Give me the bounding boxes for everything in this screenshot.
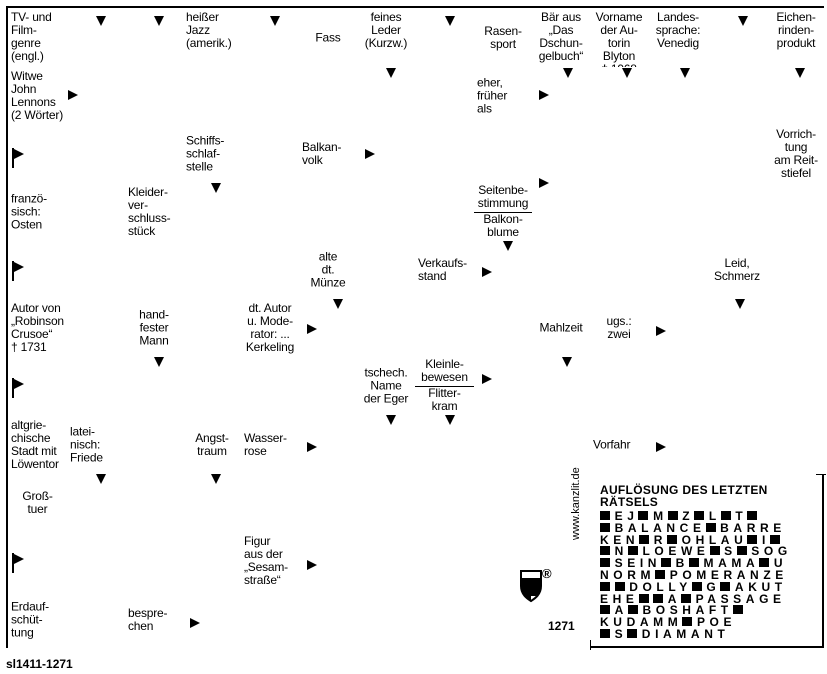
solution-row: EJ M Z L T <box>600 510 762 522</box>
clue-cell <box>590 415 649 475</box>
clue-text-top: Seitenbe- stimmung <box>477 183 529 210</box>
clue-cell <box>474 67 533 126</box>
solution-block <box>733 605 743 614</box>
solution-row: A BOSHAFT <box>600 604 747 616</box>
answer-cell[interactable] <box>766 357 826 416</box>
answer-cell[interactable] <box>67 299 126 358</box>
clue-cell <box>183 125 242 184</box>
answer-cell[interactable] <box>67 590 126 650</box>
solution-block <box>628 546 638 555</box>
arrow-down-icon <box>154 357 164 367</box>
solution-row: KUDAMM POE <box>600 615 737 630</box>
solution-block <box>710 546 720 555</box>
clue-cell <box>8 183 68 242</box>
clue-text: Eichen- rinden- produkt <box>776 10 816 50</box>
answer-cell[interactable] <box>590 183 649 242</box>
solution-block <box>627 629 637 638</box>
clue-cell <box>241 415 300 475</box>
clue-text: Vorname der Au- torin Blyton <box>595 10 643 63</box>
answer-cell[interactable] <box>67 532 126 591</box>
answer-cell[interactable] <box>474 299 533 358</box>
arrow-down-icon <box>154 16 164 26</box>
clue-text: Verkaufs- stand <box>418 256 467 283</box>
puzzle-number: 1271 <box>548 619 575 633</box>
clue-text: Landes- sprache: Venedig <box>655 10 701 50</box>
answer-cell[interactable] <box>532 474 591 533</box>
answer-cell[interactable] <box>299 357 358 416</box>
answer-cell[interactable] <box>357 590 416 650</box>
answer-cell[interactable] <box>648 67 709 126</box>
answer-cell[interactable] <box>708 183 767 242</box>
solution-block <box>720 582 730 591</box>
arrow-down-icon <box>563 68 573 78</box>
answer-cell[interactable] <box>299 67 358 126</box>
answer-cell[interactable] <box>357 474 416 533</box>
clue-cell <box>648 8 709 68</box>
corner-arrow-icon <box>12 378 25 398</box>
clue-text: Leid, Schmerz <box>714 256 760 283</box>
clue-text: heißer Jazz (amerik.) <box>186 10 232 50</box>
answer-cell[interactable] <box>241 590 300 650</box>
answer-cell[interactable] <box>357 183 416 242</box>
solution-block <box>600 582 610 591</box>
clue-text: bespre- chen <box>128 606 168 633</box>
website-url: www.kanzlit.de <box>570 467 582 540</box>
clue-text: Witwe John Lennons (2 Wörter) <box>11 69 64 122</box>
arrow-right-icon <box>539 90 549 100</box>
arrow-down-icon <box>680 68 690 78</box>
answer-cell[interactable] <box>357 299 416 358</box>
answer-cell[interactable] <box>299 590 358 650</box>
solution-block <box>747 535 757 544</box>
clue-cell <box>474 183 533 242</box>
answer-cell[interactable] <box>590 241 649 300</box>
answer-cell[interactable] <box>708 67 767 126</box>
clue-text: dt. Autor u. Mode- rator: ... Kerkeling <box>245 301 295 354</box>
arrow-down-icon <box>622 68 632 78</box>
answer-cell[interactable] <box>183 357 242 416</box>
clue-cell <box>299 241 358 300</box>
answer-cell[interactable] <box>241 474 300 533</box>
solution-block <box>600 546 610 555</box>
clue-cell <box>125 590 184 650</box>
clue-text: hand- fester Mann <box>139 307 169 348</box>
answer-cell[interactable] <box>241 183 300 242</box>
answer-cell[interactable] <box>474 357 533 416</box>
clue-text: eher, früher als <box>477 75 508 116</box>
answer-cell[interactable] <box>125 415 184 475</box>
answer-cell[interactable] <box>415 183 475 242</box>
arrow-right-icon <box>307 560 317 570</box>
arrow-down-icon <box>562 357 572 367</box>
answer-cell[interactable] <box>299 474 358 533</box>
clue-cell <box>183 8 242 68</box>
answer-cell[interactable] <box>415 299 475 358</box>
answer-cell[interactable] <box>708 357 767 416</box>
answer-cell[interactable] <box>183 532 242 591</box>
solution-row: BALANCE BARRE <box>600 522 786 534</box>
answer-cell[interactable] <box>67 241 126 300</box>
solution-block <box>600 523 610 532</box>
clue-cell <box>67 415 126 475</box>
answer-cell[interactable] <box>67 357 126 416</box>
solution-block <box>681 594 691 603</box>
solution-row: SEIN B MAMA U <box>600 557 787 569</box>
clue-text: tschech. Name der Eger <box>363 365 409 406</box>
clue-cell <box>125 299 184 358</box>
answer-cell[interactable] <box>183 67 242 126</box>
answer-cell[interactable] <box>532 125 591 184</box>
arrow-down-icon <box>333 299 343 309</box>
solution-block <box>600 558 610 567</box>
clue-text: alte dt. Münze <box>310 249 346 290</box>
answer-cell[interactable] <box>590 67 649 126</box>
solution-block <box>615 582 625 591</box>
arrow-right-icon <box>656 442 666 452</box>
arrow-down-icon <box>96 16 106 26</box>
clue-cell <box>766 8 826 68</box>
answer-cell[interactable] <box>474 125 533 184</box>
solution-block <box>759 558 769 567</box>
answer-cell[interactable] <box>415 474 475 533</box>
answer-cell[interactable] <box>415 532 475 591</box>
arrow-right-icon <box>68 90 78 100</box>
solution-block <box>737 546 747 555</box>
arrow-down-icon <box>211 183 221 193</box>
answer-cell[interactable] <box>125 125 184 184</box>
answer-cell[interactable] <box>648 241 709 300</box>
arrow-down-icon <box>386 68 396 78</box>
solution-block <box>600 511 610 520</box>
clue-cell <box>415 357 475 416</box>
clue-text: Figur aus der „Sesam- straße“ <box>244 534 288 587</box>
answer-cell[interactable] <box>241 241 300 300</box>
clue-cell <box>241 532 300 591</box>
clue-cell <box>532 299 591 358</box>
arrow-right-icon <box>656 326 666 336</box>
answer-cell[interactable] <box>357 241 416 300</box>
solution-block <box>706 523 716 532</box>
arrow-right-icon <box>482 374 492 384</box>
answer-cell[interactable] <box>532 183 591 242</box>
clue-text: ugs.: zwei <box>606 314 632 341</box>
solution-block <box>600 605 610 614</box>
arrow-down-icon <box>738 16 748 26</box>
arrow-right-icon <box>365 149 375 159</box>
answer-cell[interactable] <box>125 532 184 591</box>
clue-cell <box>125 183 184 242</box>
answer-cell[interactable] <box>708 125 767 184</box>
answer-cell[interactable] <box>125 67 184 126</box>
answer-cell[interactable] <box>648 125 709 184</box>
answer-cell[interactable] <box>474 415 533 475</box>
arrow-down-icon <box>735 299 745 309</box>
arrow-right-icon <box>307 442 317 452</box>
answer-cell[interactable] <box>183 299 242 358</box>
clue-text: Balkan- volk <box>302 140 342 167</box>
solution-block <box>600 629 610 638</box>
solution-block <box>638 511 648 520</box>
solution-block <box>682 617 692 626</box>
clue-cell <box>299 8 358 68</box>
clue-cell <box>590 299 649 358</box>
clue-cell <box>8 590 68 650</box>
corner-arrow-icon <box>12 261 25 281</box>
answer-cell[interactable] <box>241 67 300 126</box>
answer-cell[interactable] <box>357 532 416 591</box>
solution-row: DOLLY G AKUT <box>600 581 787 593</box>
answer-cell[interactable] <box>415 67 475 126</box>
clue-text: Rasen- sport <box>484 23 522 51</box>
clue-cell <box>532 8 591 68</box>
clue-text: franzö- sisch: Osten <box>11 191 47 232</box>
clue-text-bottom: Balkon- blume <box>483 212 523 239</box>
answer-cell[interactable] <box>241 357 300 416</box>
clue-cell <box>590 8 649 68</box>
answer-cell[interactable] <box>532 241 591 300</box>
answer-cell[interactable] <box>299 183 358 242</box>
clue-text: Groß- tuer <box>22 489 53 516</box>
answer-cell[interactable] <box>766 241 826 300</box>
answer-cell[interactable] <box>708 415 767 475</box>
answer-cell[interactable] <box>766 415 826 475</box>
answer-cell[interactable] <box>125 474 184 533</box>
publisher-shield-logo <box>520 570 542 602</box>
answer-cell[interactable] <box>67 183 126 242</box>
clue-text: Bär aus „Das Dschun- gelbuch“ <box>538 10 584 63</box>
answer-cell[interactable] <box>648 183 709 242</box>
answer-cell[interactable] <box>415 125 475 184</box>
answer-cell[interactable] <box>766 299 826 358</box>
answer-cell[interactable] <box>590 357 649 416</box>
arrow-down-icon <box>445 16 455 26</box>
clue-text: Schiffs- schlaf- stelle <box>186 133 225 174</box>
clue-text-top: Kleinle- bewesen <box>421 357 468 384</box>
answer-cell[interactable] <box>415 590 475 650</box>
solution-block <box>628 605 638 614</box>
clue-cell <box>415 241 475 300</box>
clue-cell <box>708 241 767 300</box>
solution-block <box>747 511 757 520</box>
footer-code: sl1411-1271 <box>6 657 73 671</box>
solution-block <box>639 594 649 603</box>
answer-cell[interactable] <box>125 241 184 300</box>
solution-title: AUFLÖSUNG DES LETZTEN RÄTSELS <box>600 483 768 509</box>
answer-cell[interactable] <box>241 125 300 184</box>
answer-cell[interactable] <box>183 241 242 300</box>
clue-cell <box>241 299 300 358</box>
clue-cell <box>299 125 358 184</box>
clue-text: Vorfahr <box>593 437 631 451</box>
clue-cell <box>474 8 533 68</box>
arrow-down-icon <box>270 16 280 26</box>
answer-cell[interactable] <box>766 183 826 242</box>
arrow-down-icon <box>503 241 513 251</box>
arrow-right-icon <box>190 618 200 628</box>
solution-row: EHE A PASSAGE <box>600 591 786 606</box>
solution-panel <box>588 472 816 640</box>
arrow-down-icon <box>795 68 805 78</box>
arrow-right-icon <box>482 267 492 277</box>
clue-text: Vorrich- tung am Reit- stiefel <box>774 127 818 180</box>
solution-block <box>661 558 671 567</box>
solution-row: N LOEWE S SOG <box>600 545 792 557</box>
arrow-down-icon <box>211 474 221 484</box>
clue-cell <box>357 357 416 416</box>
answer-cell[interactable] <box>474 474 533 533</box>
clue-text: feines Leder (Kurzw.) <box>364 10 408 50</box>
clue-cell <box>8 8 68 68</box>
clue-cell <box>766 125 826 184</box>
clue-text: Kleider- ver- schluss- stück <box>128 185 171 238</box>
corner-arrow-icon <box>12 553 25 573</box>
clue-text-bottom: Flitter- kram <box>428 386 461 413</box>
solution-block <box>655 570 665 579</box>
clue-cell <box>183 415 242 475</box>
clue-cell <box>357 8 416 68</box>
solution-block <box>639 535 649 544</box>
arrow-right-icon <box>539 178 549 188</box>
clue-text: Autor von „Robinson Crusoe“ † 1731 <box>11 301 64 354</box>
arrow-down-icon <box>386 415 396 425</box>
clue-text: Angst- traum <box>195 430 229 458</box>
answer-cell[interactable] <box>67 125 126 184</box>
solution-block <box>689 558 699 567</box>
clue-text: Wasser- rose <box>244 430 287 458</box>
solution-block <box>694 511 704 520</box>
clue-text: altgrie- chische Stadt mit Löwentor <box>11 417 59 471</box>
solution-block <box>667 535 677 544</box>
arrow-down-icon <box>96 474 106 484</box>
answer-cell[interactable] <box>648 357 709 416</box>
clue-cell <box>8 299 68 358</box>
corner-arrow-icon <box>12 148 25 168</box>
arrow-down-icon <box>445 415 455 425</box>
clue-text: Erdauf- schüt- tung <box>11 599 49 640</box>
solution-block <box>668 511 678 520</box>
registered-mark: ® <box>542 566 552 581</box>
clue-cell <box>8 415 68 475</box>
solution-block <box>692 582 702 591</box>
answer-cell[interactable] <box>590 125 649 184</box>
clue-text: Fass <box>315 30 341 44</box>
solution-row: S DIAMANT <box>600 628 729 640</box>
solution-block <box>653 594 663 603</box>
clue-cell <box>8 474 68 533</box>
answer-cell[interactable] <box>532 415 591 475</box>
solution-block <box>770 535 780 544</box>
arrow-right-icon <box>307 324 317 334</box>
solution-row: NORM POMERANZE <box>600 568 788 582</box>
clue-text: TV- und Film- genre (engl.) <box>11 10 52 63</box>
solution-block <box>721 511 731 520</box>
clue-text: latei- nisch: Friede <box>70 424 103 464</box>
solution-row: KEN R OHLAU I <box>600 534 784 546</box>
clue-text: Mahlzeit <box>539 320 583 335</box>
clue-cell <box>8 67 68 126</box>
